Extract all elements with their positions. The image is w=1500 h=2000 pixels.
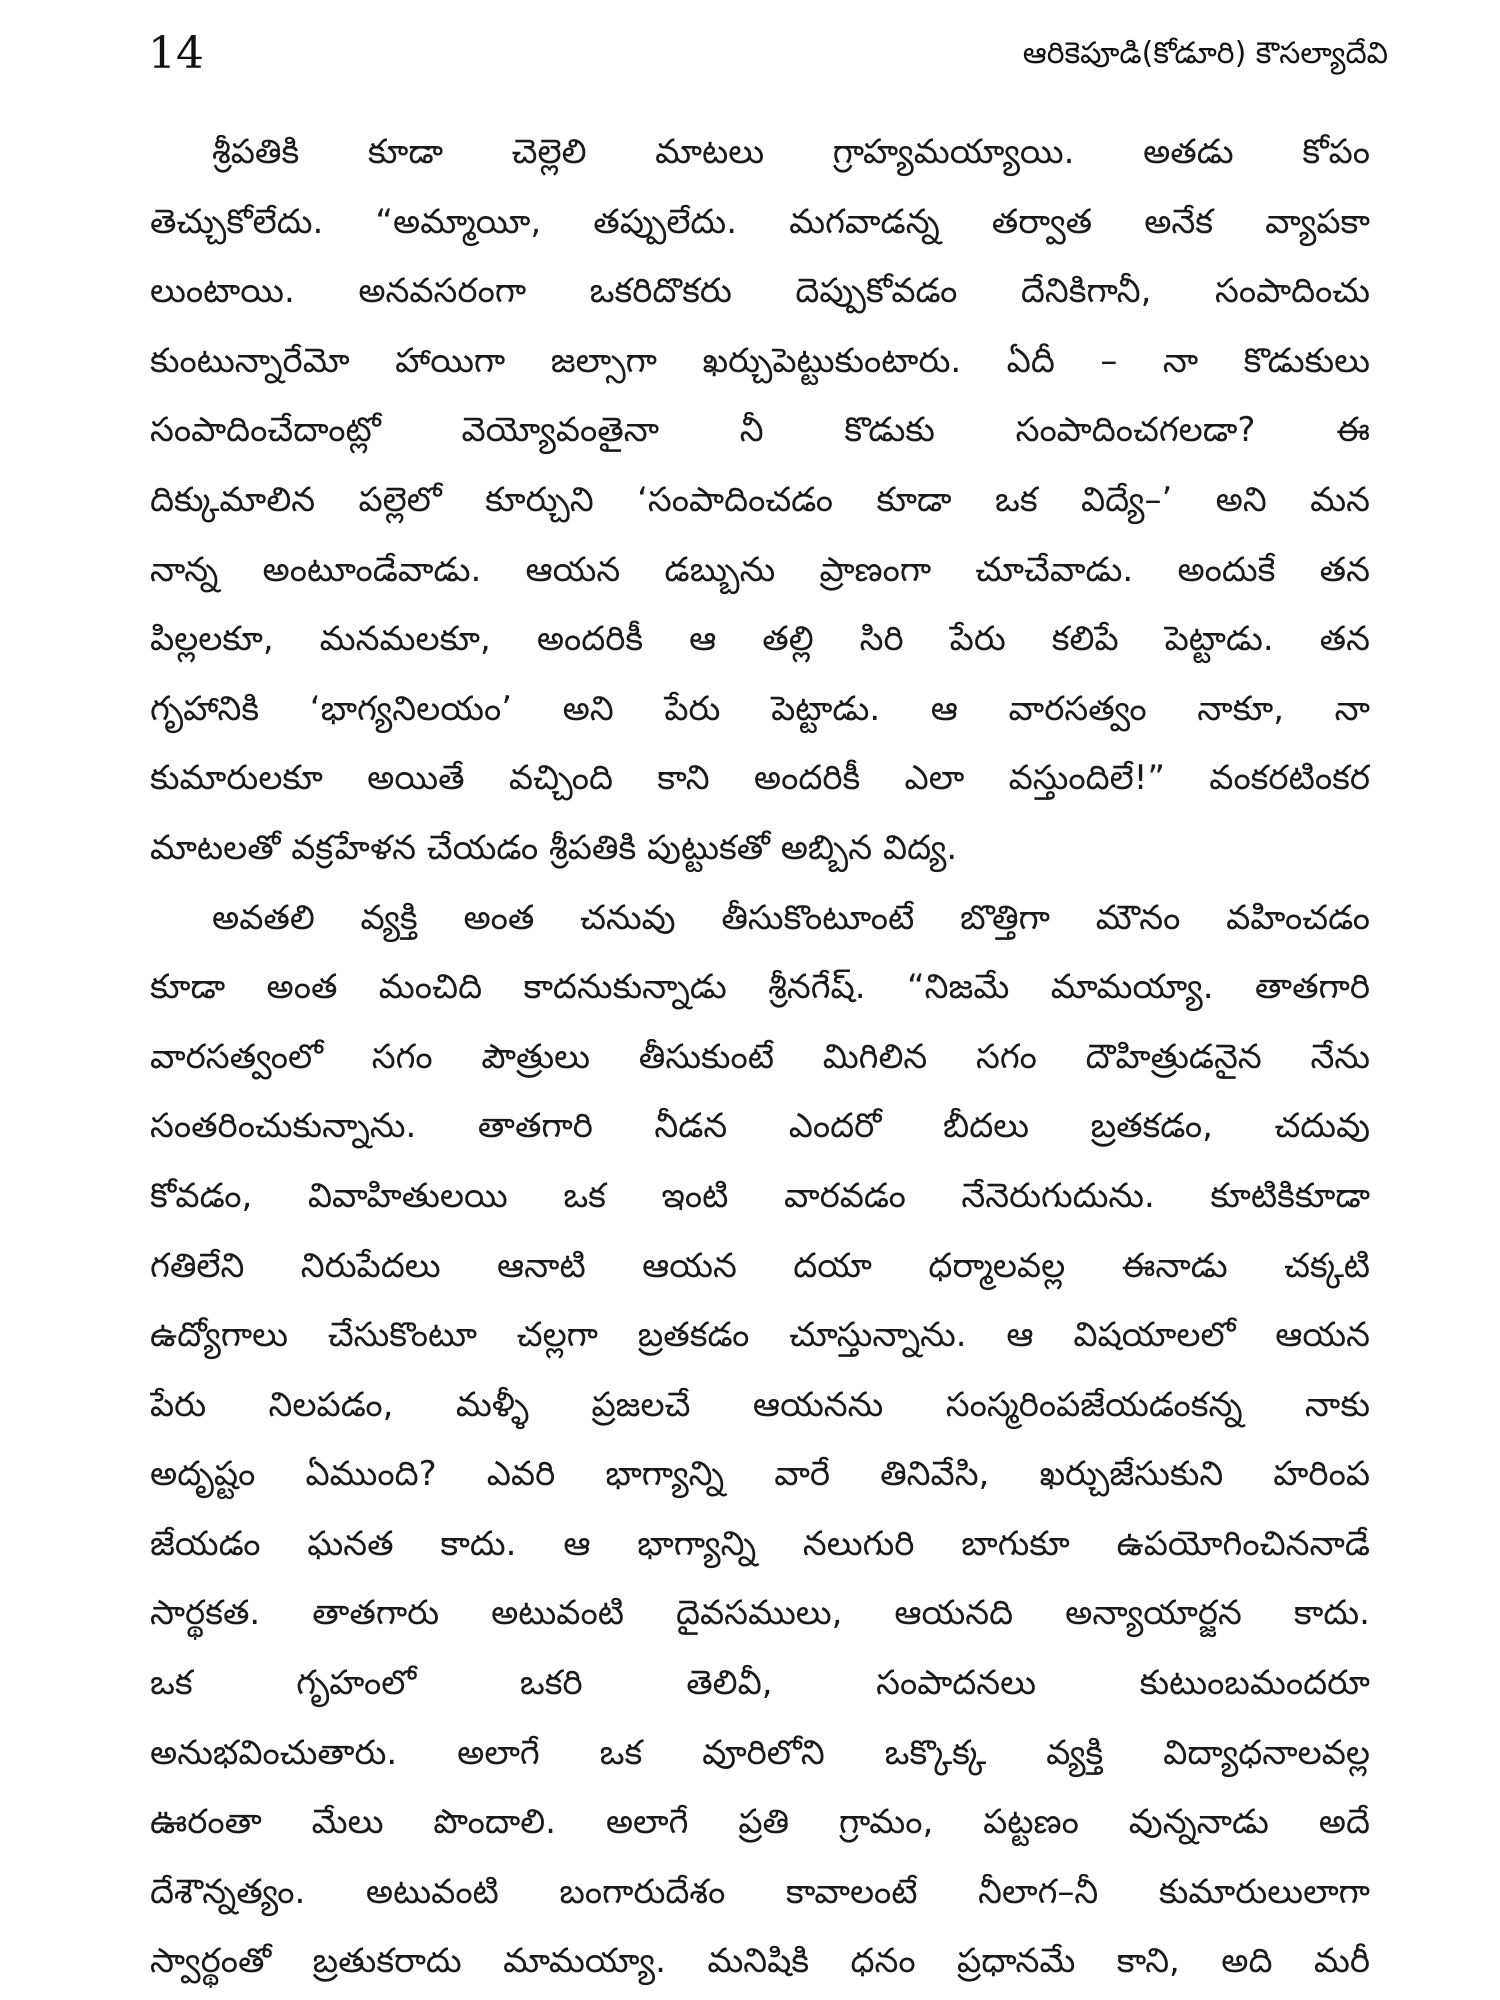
text-line-20: అదృష్టం ఏముంది? ఎవరి భాగ్యాన్ని వారే తినివేసి, ఖర్చుజేసుకుని హరింప [150,1454,1370,1495]
text-line-12: అవతలి వ్యక్తి అంత చనువు తీసుకొంటూంటే బొత్తిగా మౌనం వహించడం [212,897,1370,938]
text-line-3: లుంటాయి. అనవసరంగా ఒకరిదొకరు దెప్పుకోవడం దేనికిగానీ, సంపాదించు [150,271,1370,312]
text-line-17: గతిలేని నిరుపేదలు ఆనాటి ఆయన దయా ధర్మాలవల్ల ఈనాడు చక్కటి [150,1245,1370,1286]
text-line-22: సార్థకత. తాతగారు అటువంటి దైవసములు, ఆయనది అన్యాయార్జన కాదు. [150,1593,1370,1634]
text-line-24: అనుభవించుతారు. అలాగే ఒక వూరిలోని ఒక్కొక్క వ్యక్తి విద్యాధనాలవల్ల [150,1732,1370,1773]
body-text [150,118,1370,1997]
text-line-18: ఉద్యోగాలు చేసుకొంటూ చల్లగా బ్రతకడం చూస్తున్నాను. ఆ విషయాలలో ఆయన [150,1315,1370,1356]
text-line-13: కూడా అంత మంచిది కాదనుకున్నాడు శ్రీనగేష్. “నిజమే మామయ్యా. తాతగారి [150,967,1370,1008]
text-line-10: కుమారులకూ అయితే వచ్చింది కాని అందరికీ ఎలా వస్తుందిలే!” వంకరటింకర [150,758,1370,799]
text-line-9: గృహానికి ‘భాగ్యనిలయం’ అని పేరు పెట్టాడు. ఆ వారసత్వం నాకూ, నా [150,688,1370,729]
text-line-7: నాన్న అంటూండేవాడు. ఆయన డబ్బును ప్రాణంగా చూచేవాడు. అందుకే తన [150,549,1370,590]
text-line-5: సంపాదించేదాంట్లో వెయ్యోవంతైనా నీ కొడుకు సంపాదించగలడా? ఈ [150,410,1370,451]
text-line-26: దేశౌన్నత్యం. అటువంటి బంగారుదేశం కావాలంటే నీలాగ–నీ కుమారులులాగా [150,1871,1370,1912]
text-line-25: ఊరంతా మేలు పొందాలి. అలాగే ప్రతి గ్రామం, పట్టణం వున్ననాడు అదే [150,1802,1370,1843]
page-number: 14 [148,28,204,79]
text-line-15: సంతరించుకున్నాను. తాతగారి నీడన ఎందరో బీదలు బ్రతకడం, చదువు [150,1106,1370,1147]
text-line-14: వారసత్వంలో సగం పౌత్రులు తీసుకుంటే మిగిలిన సగం దౌహిత్రుడనైన నేను [150,1036,1370,1077]
text-line-19: పేరు నిలపడం, మళ్ళీ ప్రజలచే ఆయనను సంస్మరింపజేయడంకన్న నాకు [150,1384,1370,1425]
text-line-11: మాటలతో వక్రహేళన చేయడం శ్రీపతికి పుట్టుకతో అబ్బిన విద్య. [150,827,958,868]
text-line-4: కుంటున్నారేమో హాయిగా జల్సాగా ఖర్చుపెట్టుకుంటారు. ఏదీ – నా కొడుకులు [150,340,1370,381]
text-line-23: ఒక గృహంలో ఒకరి తెలివీ, సంపాదనలు కుటుంబమందరూ [150,1663,1370,1704]
text-line-1: శ్రీపతికి కూడా చెల్లెలి మాటలు గ్రాహ్యమయ్యాయి. అతడు కోపం [212,132,1370,172]
text-line-6: దిక్కుమాలిన పల్లెలో కూర్చుని ‘సంపాదించడం కూడా ఒక విద్యే–’ అని మన [150,479,1370,520]
running-title: ఆరికెపూడి(కోడూరి) కౌసల్యాదేవి [1022,36,1388,71]
text-line-27: స్వార్థంతో బ్రతుకరాదు మామయ్యా. మనిషికి ధనం ప్రధానమే కాని, అది మరీ [150,1941,1370,1982]
text-line-16: కోవడం, వివాహితులయి ఒక ఇంటి వారవడం నేనెరుగుదును. కూటికికూడా [150,1175,1370,1216]
text-line-8: పిల్లలకూ, మనమలకూ, అందరికీ ఆ తల్లి సిరి పేరు కలిపే పెట్టాడు. తన [150,619,1370,660]
text-line-21: జేయడం ఘనత కాదు. ఆ భాగ్యాన్ని నలుగురి బాగుకూ ఉపయోగించిననాడే [150,1523,1370,1564]
text-line-2: తెచ్చుకోలేదు. “అమ్మాయీ, తప్పులేదు. మగవాడన్న తర్వాత అనేక వ్యాపకా [150,201,1370,242]
